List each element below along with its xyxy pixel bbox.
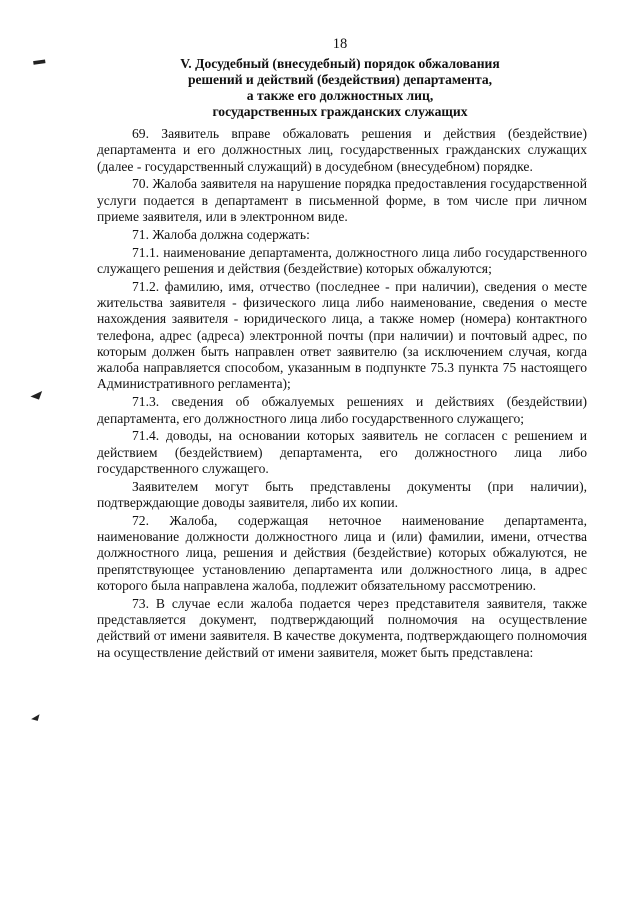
heading-line: а также его должностных лиц, (246, 88, 434, 103)
scan-mark: ▬ (32, 52, 46, 68)
section-heading (95, 56, 585, 120)
heading-line: государственных гражданских служащих (212, 104, 468, 119)
paragraph-73: 73. В случае если жалоба подается через представителя заявителя, также представляется документ, подтверждающий полномочия на осуществление действий от имени заявителя. В качестве документа, подтверждающего полномочия на осуществление действий от имени заявителя, может быть представлена: (97, 595, 587, 660)
paragraph-71-3: 71.3. сведения об обжалуемых решениях и действиях (бездействии) департамента, его должностного лица либо государственного служащего; (97, 394, 587, 426)
paragraph-71: 71. Жалоба должна содержать: (132, 226, 310, 242)
paragraph-69: 69. Заявитель вправе обжаловать решения и действия (бездействие) департамента и его должностных лиц, государственных гражданских служащих (далее - государственный служащий) в досудебном (внесудебном) порядке. (97, 126, 587, 174)
paragraph-71-2: 71.2. фамилию, имя, отчество (последнее - при наличии), сведения о месте жительства заявителя - физического лица либо наименование, сведения о месте нахождения заявителя - юридического лица, а также номер (номера) контактного телефона, адрес (адреса) электронной почты (при наличии) и почтовый адрес, по которым должен быть направлен ответ заявителю (за исключением случая, когда жалоба направляется способом, указанным в подпункте 75.3 пункта 75 настоящего Административного регламента); (97, 278, 587, 392)
paragraph-72: 72. Жалоба, содержащая неточное наименование департамента, наименование должности должностного лица и (или) фамилии, имени, отчества должностного лица, решения и действия (бездействие) которых обжалуются, не препятствующее установлению департамента или должностного лица, в адрес которого была направлена жалоба, подлежит обязательному рассмотрению. (97, 512, 587, 594)
heading-line: V. Досудебный (внесудебный) порядок обжалования (180, 56, 500, 71)
heading-line: решений и действий (бездействия) департамента, (187, 72, 493, 87)
paragraph-70: 70. Жалоба заявителя на нарушение порядка предоставления государственной услуги подается в департамент в письменной форме, в том числе при личном приеме заявителя, или в электронном виде. (97, 176, 587, 224)
page-number: 18 (332, 36, 348, 52)
scan-mark: ◢ (29, 384, 44, 402)
paragraph-71-1: 71.1. наименование департамента, должностного лица либо государственного служащего решения и действия (бездействие) которых обжалуются; (97, 244, 587, 276)
scan-mark: ◢ (30, 710, 41, 722)
paragraph-71-4: 71.4. доводы, на основании которых заявитель не согласен с решением и действием (бездействием) департамента, его должностного лица либо государственного служащего. (97, 428, 587, 476)
document-body (97, 126, 587, 663)
paragraph-documents: Заявителем могут быть представлены документы (при наличии), подтверждающие доводы заявителя, либо их копии. (97, 478, 587, 511)
